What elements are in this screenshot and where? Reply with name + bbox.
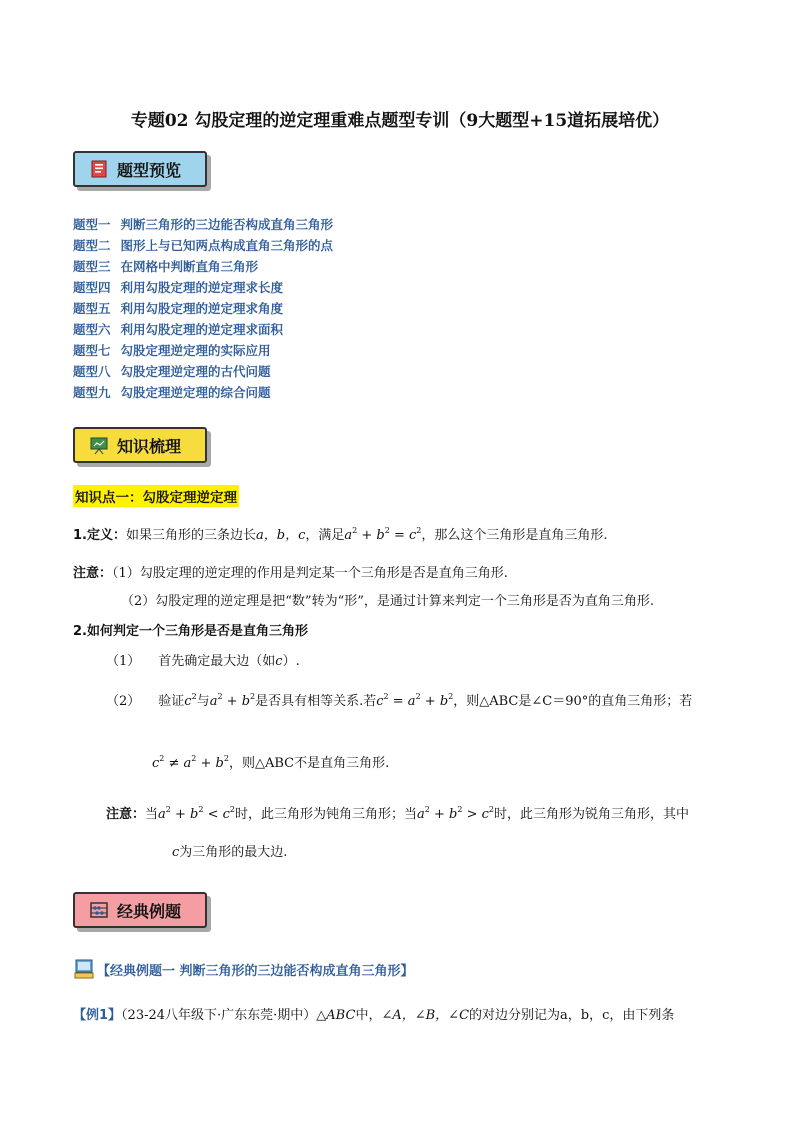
toc-item-number: 题型五 xyxy=(73,301,111,316)
section-title-examples: 经典例题 xyxy=(117,901,182,921)
section-badge-knowledge xyxy=(73,427,207,463)
toc-item-text: 勾股定理逆定理的古代问题 xyxy=(120,364,271,379)
toc-item[interactable] xyxy=(73,256,333,277)
computer-icon xyxy=(73,958,95,980)
example-1: 【例1】（23-24八年级下·广东东莞·期中）△ABC中，∠A，∠B，∠C的对边分别记为a，b，c，由下列条 xyxy=(73,1008,675,1023)
toc-item-text: 判断三角形的三边能否构成直角三角形 xyxy=(120,217,334,232)
step-2: （2） 验证$c^2$与$a^2 + b^2$是否具有相等关系.若$c^2 = a^2 + b^2$，则△ABC是∠C＝90°的直角三角形；若 xyxy=(106,692,693,709)
toc-item-text: 利用勾股定理的逆定理求面积 xyxy=(120,322,284,337)
note-3-continued: c为三角形的最大边. xyxy=(172,845,288,860)
toc-item-text: 图形上与已知两点构成直角三角形的点 xyxy=(120,238,334,253)
how-to-heading: 2.如何判定一个三角形是否是直角三角形 xyxy=(73,624,308,639)
toc-item-number: 题型一 xyxy=(73,217,111,232)
toc-item-number: 题型六 xyxy=(73,322,111,337)
toc-item[interactable] xyxy=(73,361,333,382)
presentation-board-icon xyxy=(89,435,109,455)
toc-item[interactable] xyxy=(73,340,333,361)
toc-item[interactable] xyxy=(73,277,333,298)
toc-item-number: 题型四 xyxy=(73,280,111,295)
knowledge-point-heading: 知识点一：勾股定理逆定理 xyxy=(73,485,239,507)
toc-item-number: 题型三 xyxy=(73,259,111,274)
toc-item[interactable] xyxy=(73,382,333,403)
section-badge-preview xyxy=(73,151,207,187)
toc-item[interactable] xyxy=(73,319,333,340)
toc-item-number: 题型九 xyxy=(73,385,111,400)
note-3: 注意：当$a^2 + b^2 < c^2$时，此三角形为钝角三角形；当$a^2 + b^2 > c^2$时，此三角形为锐角三角形，其中 xyxy=(106,805,690,822)
toc-item-text: 利用勾股定理的逆定理求角度 xyxy=(120,301,284,316)
toc-item-text: 利用勾股定理的逆定理求长度 xyxy=(120,280,284,295)
toc-item-number: 题型七 xyxy=(73,343,111,358)
abacus-icon xyxy=(89,900,109,920)
step-1: （1） 首先确定最大边（如c）. xyxy=(106,654,300,669)
toc-item-text: 勾股定理逆定理的综合问题 xyxy=(120,385,271,400)
toc-item-text: 在网格中判断直角三角形 xyxy=(120,259,259,274)
toc-item-number: 题型八 xyxy=(73,364,111,379)
step-2-continued: $c^2 \ne a^2 + b^2$，则△ABC不是直角三角形. xyxy=(152,754,390,771)
toc-item-number: 题型二 xyxy=(73,238,111,253)
toc-item[interactable] xyxy=(73,235,333,256)
page-title: 专题02 勾股定理的逆定理重难点题型专训（9大题型+15道拓展培优） xyxy=(130,111,670,131)
book-icon xyxy=(89,159,109,179)
definition-line: 1.定义：如果三角形的三条边长a，b，c，满足$a^2 + b^2 = c^2$，那么这个三角形是直角三角形. xyxy=(73,526,608,543)
section-title-preview: 题型预览 xyxy=(117,160,182,180)
example-heading: 【经典例题一 判断三角形的三边能否构成直角三角形】 xyxy=(73,958,414,980)
formula-pythagoras: $a^2 + b^2 = c^2$ xyxy=(344,526,422,543)
section-badge-examples xyxy=(73,892,207,928)
note-line-2: （2）勾股定理的逆定理是把“数”转为“形”，是通过计算来判定一个三角形是否为直角三角形. xyxy=(121,594,654,609)
toc-list xyxy=(73,214,333,403)
note-line-1: 注意：（1）勾股定理的逆定理的作用是判定某一个三角形是否是直角三角形. xyxy=(73,566,508,581)
toc-item[interactable] xyxy=(73,298,333,319)
section-title-knowledge: 知识梳理 xyxy=(117,436,182,456)
toc-item-text: 勾股定理逆定理的实际应用 xyxy=(120,343,271,358)
toc-item[interactable] xyxy=(73,214,333,235)
